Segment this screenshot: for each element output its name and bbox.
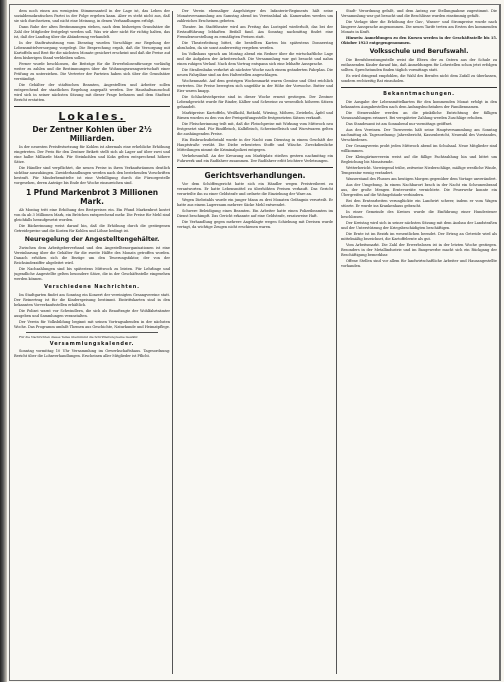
article-paragraph: Die Polizei warnt vor Schwindlern, die sich als Beauftragte der Wohlfahrtsämter ausgeben und Sammlungen veranstalten.: [14, 308, 170, 318]
article-notice: Hinweis: Anmeldungen zu den Kursen werden in der Geschäftsstelle bis 15. Oktober 1923 entgegengenommen.: [341, 36, 497, 45]
section-rule: [177, 167, 333, 168]
article-paragraph: Die Schlachtviehpreise sind in dieser Woche erneut gestiegen. Der Zentner Lebendgewicht wurde für Rinder, Kälber und Schweine zu wesentlich höheren Sätzen gehandelt.: [177, 95, 333, 109]
article-paragraph: Die Verhandlung gegen mehrere Angeklagte wegen Schiebung mit Devisen wurde vertagt, da wichtige Zeugen nicht erschienen waren.: [177, 220, 333, 229]
article-paragraph: Stadt- Verordnung gefaßt, und dem Antrag zur Stellungnahme zugestimmt. Die Versammlung war gut besucht und die Beschlüsse wurden einstimmig gefaßt.: [341, 9, 497, 18]
article-paragraph: Die Ernte ist im Bezirk im wesentlichen beendet. Der Ertrag an Getreide wird als mittelmäßig bezeichnet, die Kartoffelernte als gut.: [341, 231, 497, 241]
article-paragraph: Die Vorlage über die Erhöhung der Gas-, Wasser- und Strompreise wurde nach längerer Aussprache angenommen. Die neuen Tarife treten am Ersten des kommenden Monats in Kraft.: [341, 20, 497, 34]
article-paragraph: Ein Einbruchsdiebstahl wurde in der Nacht zum Dienstag in einem Geschäft der Hauptstraße verübt. Die Diebe erbeuteten Stoffe und Wäsche. Zweckdienliche Mitteilungen nimmt die Kriminalpolizei entgegen.: [177, 138, 333, 152]
article-paragraph: Aus den Vereinen. Der Turnverein hält seine Hauptversammlung am Sonntag nachmittag ab. Tagesordnung: Jahresbericht, Kassenbericht, Neuwahl des Vorstandes, Verschiedenes.: [341, 127, 497, 142]
column-left: [14, 9, 170, 675]
article-paragraph: In der neuesten Preisfestsetzung für Kohlen ist abermals eine erhebliche Erhöhung eingetreten. Der Preis für den Zentner Brikett stellt sich ab Lager auf über zwei und eine halbe Milliarde Mark. Für Steinkohlen und Koks gelten entsprechend höhere Sätze.: [14, 145, 170, 164]
article-paragraph: In der Stadtratssitzung vom Dienstag wurden Vorschläge zur Regelung der Lebensmittelversorgung vorgelegt. Die Besprechung ergab, daß die Versorgung mit Kartoffeln und Brot für die nächsten Monate gesichert erscheint und daß die Preise auf dem bisherigen Stand verbleiben sollen.: [14, 41, 170, 60]
column-divider: [172, 11, 173, 674]
column-middle: [177, 9, 333, 675]
article-paragraph: Im Volkshaus sprach am Montag abend ein Redner über die wirtschaftliche Lage und die Aufgaben der Arbeiterschaft. Die Versammlung war gut besucht und nahm einen ruhigen Verlauf. Nach dem Vortrag entspann sich eine lebhafte Aussprache.: [177, 52, 333, 66]
page-frame: [9, 4, 501, 681]
article-paragraph: Bei den Erntearbeiten verunglückte ein Landwirt schwer, indem er vom Wagen stürzte. Er wurde ins Krankenhaus gebracht.: [341, 198, 497, 208]
article-paragraph: Ab Montag tritt eine Erhöhung des Brotpreises ein. Ein Pfund Markenbrot kostet von da ab 3 Millionen Mark, ein Brötchen entsprechend mehr. Die Preise für Mehl sind gleichfalls heraufgesetzt worden.: [14, 208, 170, 222]
article-paragraph: Verkehrsunfall. An der Kreuzung am Marktplatz stießen gestern nachmittag ein Fuhrwerk und ein Radfahrer zusammen. Der Radfahrer erlitt leichtere Verletzungen.: [177, 154, 333, 163]
column-divider: [336, 11, 337, 674]
article-paragraph: Offene Stellen sind vor allem für landwirtschaftliche Arbeiter und Hausangestellte vorhanden.: [341, 258, 497, 268]
editorial-notice: Für die Nachrichten dieses Teiles übernimmt die Schriftleitung keine Gewähr.: [19, 334, 139, 339]
article-paragraph: Der Verein für Volksbildung beginnt mit seinen Vortragsabenden in der nächsten Woche. Das Programm umfaßt Themen aus Geschichte, Naturkunde und Heimatpflege.: [14, 319, 170, 329]
article-paragraph: Die Steuerzahler werden an die pünktliche Entrichtung der fälligen Vorauszahlungen erinnert. Bei verspäteter Zahlung werden Zuschläge erhoben.: [341, 110, 497, 120]
article-headline: Volksschule und Berufswahl.: [369, 48, 469, 55]
article-subheadline: Bekanntmachungen.: [383, 91, 455, 97]
article-paragraph: Zwischen dem Arbeitgeberverband und den Angestelltenorganisationen ist eine Vereinbarung über die Gehälter für die zweite Hälfte des Monats getroffen worden. Danach erhöhen sich die Bezüge um den Teuerungsfaktor, der von der Reichsindexziffer abgeleitet wird.: [14, 246, 170, 265]
article-paragraph: Im Stadtgarten findet am Sonntag ein Konzert der vereinigten Gesangvereine statt. Der Reinertrag ist für die Kinderspeisung bestimmt. Eintrittskarten sind in den bekannten Vorverkaufsstellen erhältlich.: [14, 292, 170, 307]
separator: [26, 332, 158, 333]
article-paragraph: Es wird dringend empfohlen, die Wahl des Berufes nicht dem Zufall zu überlassen, sondern rechtzeitig Rat einzuholen.: [341, 74, 497, 83]
article-subheadline: Verschiedene Nachrichten.: [44, 284, 140, 290]
article-paragraph: Vor dem Schöffengericht hatte sich ein Händler wegen Preistreiberei zu verantworten. Er hatte Lebensmittel zu überhöhten Preisen verkauft. Das Gericht verurteilte ihn zu einer Geldstrafe und ordnete die Einziehung der Ware an.: [177, 182, 333, 196]
article-paragraph: Sonntag vormittag 10 Uhr Versammlung im Gewerkschaftshaus. Tagesordnung: Bericht über die Lohnverhandlungen. Erscheinen aller Mitglieder ist Pflicht.: [14, 349, 170, 359]
article-paragraph: In einer Gemeinde des Kreises wurde die Einführung einer Hundesteuer beschlossen.: [341, 209, 497, 219]
article-paragraph: Wasserstand des Flusses am heutigen Morgen gegenüber dem Vortage unverändert.: [346, 176, 497, 181]
article-headline: Der Zentner Kohlen über 2½ Milliarden.: [32, 125, 152, 143]
column-right: [341, 9, 497, 675]
article-paragraph: Schwere Beleidigung eines Beamten. Ein Arbeiter hatte einen Polizeibeamten im Dienst beschimpft. Das Gericht erkannte auf eine Geldstrafe, ersatzweise Haft.: [177, 209, 333, 218]
article-headline: Gerichtsverhandlungen.: [204, 171, 306, 180]
article-headline: Neuregelung der Angestelltengehälter.: [24, 236, 160, 243]
article-paragraph: Das Standesamt ist am Sonnabend nur vormittags geöffnet.: [346, 121, 453, 126]
article-headline: 1 Pfund Markenbrot 3 Millionen Mark.: [25, 188, 159, 206]
article-paragraph: Aus der Umgebung. In einem Nachbarort brach in der Nacht ein Scheunenbrand aus, der große Mengen Erntevorräte vernichtete. Die Feuerwehr konnte ein Übergreifen auf die Wohngebäude verhindern.: [341, 182, 497, 197]
article-paragraph: Wegen Diebstahls wurde ein junger Mann zu drei Monaten Gefängnis verurteilt. Er hatte aus einem Lagerraum mehrere Säcke Mehl entwendet.: [177, 198, 333, 207]
article-paragraph: Ferner wurde beschlossen, die Beiträge für die Erwerbslosenfürsorge vorläufig weiter zu zahlen und die Bestimmungen über die Wohnungszwangswirtschaft einer Prüfung zu unterziehen. Die Vertreter der Parteien haben sich über die Grundsätze verständigt.: [14, 62, 170, 81]
article-paragraph: Die Gehälter der städtischen Beamten, Angestellten und Arbeiter sollen entsprechend der staatlichen Regelung angepaßt werden. Der Haushaltsausschuß wird sich in seiner nächsten Sitzung mit dieser Frage befassen und dem Stadtrat Bericht erstatten.: [14, 83, 170, 102]
article-paragraph: Vom Arbeitsmarkt. Die Zahl der Erwerbslosen ist in der letzten Woche gestiegen. Besonders in der Metallindustrie und im Baugewerbe macht sich ein Rückgang der Beschäftigung bemerkbar.: [341, 242, 497, 257]
article-paragraph: Dann Ruhe der alten Bestimmungen stehen, nach dem bisherigen Grundsätze die Zahl der Mitglieder festgelegt werden soll. Was wir aber nicht für richtig halten, das ist, daß der Landtag über die Abänderung verhandelt.: [14, 25, 170, 39]
article-subheadline: Versammlungskalender.: [49, 340, 135, 347]
article-paragraph: Die Bäckerinnung weist darauf hin, daß die Erhöhung durch die gestiegenen Getreidepreise und die Kosten für Kohlen und Löhne bedingt ist.: [14, 224, 170, 233]
article-paragraph: Marktpreise: Kartoffeln, Weißkohl, Rotkohl, Wirsing, Möhren, Zwiebeln, Äpfel und Birnen wurden zu den von der Preisprüfungsstelle festgesetzten Sätzen verkauft.: [177, 111, 333, 120]
article-paragraph: Die Nachzahlungen sind bis spätestens Mittwoch zu leisten. Für Lehrlinge und jugendliche Angestellte gelten besondere Sätze, die in der Geschäftsstelle eingesehen werden können.: [14, 267, 170, 281]
article-paragraph: Wetterbericht. Vorwiegend trübe, zeitweise Niederschläge, mäßige westliche Winde, Temperatur wenig verändert.: [341, 165, 497, 175]
article-paragraph: Wochenmarkt. Auf dem gestrigen Wochenmarkt waren Gemüse und Obst reichlich vertreten. Die Preise bewegten sich ungefähr in der Höhe der Vorwoche. Butter und Eier waren knapp.: [177, 79, 333, 93]
section-rule: [341, 87, 497, 88]
article-paragraph: Die Händler sind verpflichtet, die neuen Preise in ihren Verkaufsräumen deutlich sichtbar auszuhängen. Zuwiderhandlungen werden nach den bestehenden Vorschriften bestraft. Für Minderbemittelte ist eine Verbilligung durch die Fürsorgestelle vorgesehen, deren Anträge bis Ende der Woche einzureichen sind.: [14, 166, 170, 185]
section-rule: [14, 106, 170, 107]
article-paragraph: Die Ausgabe der Lebensmittelkarten für den kommenden Monat erfolgt in den bekannten Ausgabestellen nach dem Anfangsbuchstaben der Familiennamen.: [341, 99, 497, 109]
article-paragraph: Die Berufsberatungsstelle weist die Eltern der zu Ostern aus der Schule zu entlassenden Kinder darauf hin, daß Anmeldungen für Lehrstellen schon jetzt erfolgen sollten. Sprechstunden finden täglich vormittags statt.: [341, 58, 497, 72]
article-paragraph: dem noch einen am wenigsten Stimmenanteil in der Lage ist, das Leben der sozialdemokratischen Partei in der Folge ergeben kann. Aber es steht nicht aus, daß sie sich durchsetzen, und nicht eine Meinung, in denen Verhandlungen erfolgt.: [14, 9, 170, 23]
article-paragraph: Die Fleischerinnung teilt mit, daß die Fleischpreise mit Wirkung vom Mittwoch neu festgesetzt sind. Für Rindfleisch, Kalbfleisch, Schweinefleisch und Wurstwaren gelten die aushängenden Preise.: [177, 122, 333, 136]
article-paragraph: Der Gesangverein probt jeden Mittwoch abend im Schulsaal. Neue Mitglieder sind willkommen.: [341, 143, 497, 153]
article-paragraph: Der Kleingärtnerverein weist auf die fällige Pachtzahlung hin und bittet um Begleichung bis Monatsende.: [341, 154, 497, 164]
article-paragraph: Die Theaterleitung bittet, die bestellten Karten bis spätestens Donnerstag abzuholen, da sie sonst anderweitig vergeben werden.: [177, 41, 333, 50]
article-paragraph: Der Verein ehemaliger Angehöriger des Infanterie-Regiments hält seine Monatsversammlung am Samstag abend im Vereinslokal ab. Kameraden werden um zahlreiches Erscheinen gebeten.: [177, 9, 333, 23]
section-title: Lokales.: [58, 110, 126, 123]
article-paragraph: Der Kreistag wird sich in seiner nächsten Sitzung mit dem Ausbau der Landstraßen und der Unterstützung der Kriegsbeschädigten beschäftigen.: [341, 220, 497, 230]
binding-edge: [0, 0, 7, 682]
article-paragraph: Theater. Im Stadttheater wird am Freitag das Lustspiel wiederholt, das bei der Erstaufführung lebhaften Beifall fand. Am Sonntag nachmittag findet eine Fremdenvorstellung zu ermäßigten Preisen statt.: [177, 25, 333, 39]
article-paragraph: Die Straßenbahn verkehrt ab nächster Woche nach einem geänderten Fahrplan. Die neuen Fahrpläne sind an den Haltestellen angeschlagen.: [177, 68, 333, 77]
